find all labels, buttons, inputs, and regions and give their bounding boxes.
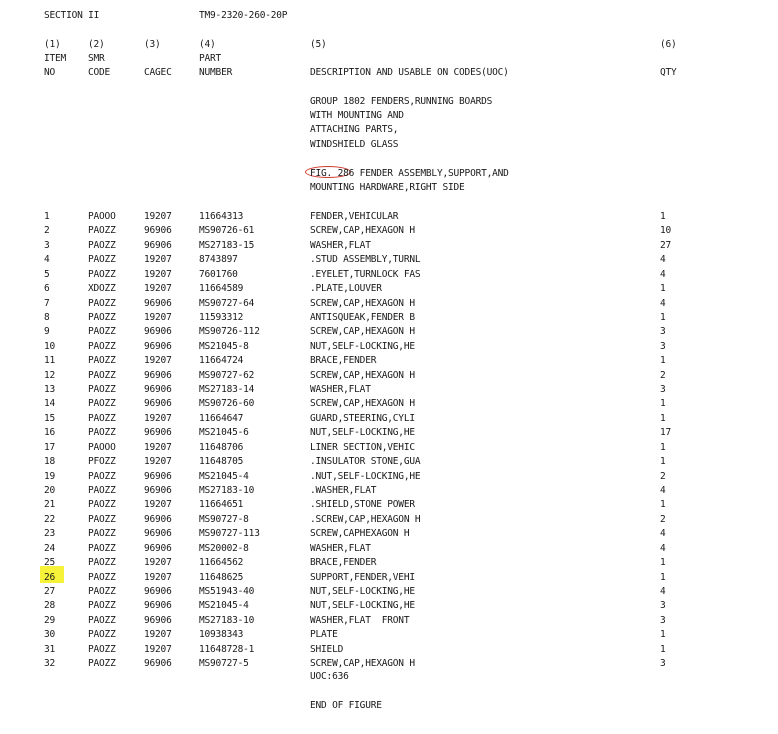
cell-smr-code: PAOZZ: [88, 572, 116, 583]
cell-smr-code: PAOOO: [88, 211, 116, 222]
cell-qty: 10: [660, 225, 672, 236]
cell-cagec: 96906: [144, 528, 172, 539]
cell-part-number: 11648705: [199, 456, 244, 467]
cell-qty: 3: [660, 600, 666, 611]
cell-qty: 2: [660, 471, 666, 482]
cell-part-number: MS90727-5: [199, 658, 249, 669]
cell-item-no: 29: [44, 615, 56, 626]
cell-qty: 4: [660, 543, 666, 554]
cell-description: .PLATE,LOUVER: [310, 283, 382, 294]
cell-qty: 17: [660, 427, 672, 438]
cell-qty: 1: [660, 283, 666, 294]
cell-item-no: 16: [44, 427, 56, 438]
cell-cagec: 96906: [144, 341, 172, 352]
cell-qty: 3: [660, 384, 666, 395]
cell-smr-code: PAOZZ: [88, 240, 116, 251]
cell-smr-code: PAOZZ: [88, 298, 116, 309]
cell-qty: 2: [660, 514, 666, 525]
cell-qty: 3: [660, 615, 666, 626]
cell-cagec: 96906: [144, 586, 172, 597]
cell-qty: 1: [660, 629, 666, 640]
cell-part-number: 11664724: [199, 355, 244, 366]
col-number-header: NUMBER: [199, 67, 233, 78]
cell-smr-code: PAOZZ: [88, 543, 116, 554]
group-line: WINDSHIELD GLASS: [310, 139, 399, 150]
cell-description: WASHER,FLAT: [310, 384, 371, 395]
cell-cagec: 96906: [144, 615, 172, 626]
cell-qty: 1: [660, 644, 666, 655]
cell-description: SUPPORT,FENDER,VEHI: [310, 572, 415, 583]
section-label: SECTION II: [44, 10, 100, 21]
cell-part-number: MS21045-4: [199, 471, 249, 482]
cell-item-no: 23: [44, 528, 56, 539]
cell-smr-code: PAOZZ: [88, 312, 116, 323]
cell-part-number: MS21045-6: [199, 427, 249, 438]
cell-part-number: 7601760: [199, 269, 238, 280]
col-smr-label: SMR: [88, 53, 105, 64]
cell-item-no: 20: [44, 485, 56, 496]
cell-qty: 4: [660, 586, 666, 597]
cell-part-number: MS51943-40: [199, 586, 255, 597]
cell-part-number: 11593312: [199, 312, 244, 323]
cell-cagec: 19207: [144, 557, 172, 568]
cell-cagec: 19207: [144, 413, 172, 424]
cell-part-number: MS90726-112: [199, 326, 260, 337]
cell-smr-code: PAOZZ: [88, 370, 116, 381]
cell-smr-code: PAOZZ: [88, 355, 116, 366]
cell-item-no: 4: [44, 254, 50, 265]
cell-smr-code: PAOZZ: [88, 644, 116, 655]
cell-item-no: 25: [44, 557, 56, 568]
cell-qty: 1: [660, 211, 666, 222]
cell-description: NUT,SELF-LOCKING,HE: [310, 427, 415, 438]
cell-part-number: 10938343: [199, 629, 244, 640]
cell-smr-code: PAOZZ: [88, 629, 116, 640]
cell-smr-code: PAOZZ: [88, 384, 116, 395]
cell-description: SCREW,CAP,HEXAGON H: [310, 326, 415, 337]
cell-part-number: MS90727-62: [199, 370, 255, 381]
cell-qty: 1: [660, 557, 666, 568]
cell-smr-code: PAOZZ: [88, 254, 116, 265]
cell-description: BRACE,FENDER: [310, 557, 377, 568]
cell-description: BRACE,FENDER: [310, 355, 377, 366]
cell-qty: 4: [660, 269, 666, 280]
cell-description: WASHER,FLAT FRONT: [310, 615, 410, 626]
cell-qty: 4: [660, 528, 666, 539]
cell-smr-code: PAOZZ: [88, 557, 116, 568]
cell-part-number: MS20002-8: [199, 543, 249, 554]
cell-smr-code: PAOZZ: [88, 427, 116, 438]
cell-cagec: 19207: [144, 283, 172, 294]
group-line: GROUP 1802 FENDERS,RUNNING BOARDS: [310, 96, 493, 107]
cell-description: .INSULATOR STONE,GUA: [310, 456, 421, 467]
cell-cagec: 96906: [144, 384, 172, 395]
cell-cagec: 96906: [144, 225, 172, 236]
cell-part-number: MS27183-10: [199, 485, 255, 496]
col-num-6: (6): [660, 39, 677, 50]
cell-part-number: MS90726-61: [199, 225, 255, 236]
cell-item-no: 24: [44, 543, 56, 554]
cell-item-no: 9: [44, 326, 50, 337]
cell-smr-code: PAOZZ: [88, 326, 116, 337]
cell-description: .EYELET,TURNLOCK FAS: [310, 269, 421, 280]
cell-description: .STUD ASSEMBLY,TURNL: [310, 254, 421, 265]
cell-description: WASHER,FLAT: [310, 543, 371, 554]
cell-smr-code: PAOZZ: [88, 600, 116, 611]
cell-description: .WASHER,FLAT: [310, 485, 377, 496]
cell-qty: 1: [660, 413, 666, 424]
col-item-label: ITEM: [44, 53, 67, 64]
cell-smr-code: PAOZZ: [88, 528, 116, 539]
col-description-header: DESCRIPTION AND USABLE ON CODES(UOC): [310, 67, 509, 78]
cell-item-no: 32: [44, 658, 56, 669]
cell-part-number: MS90727-64: [199, 298, 255, 309]
cell-description: PLATE: [310, 629, 338, 640]
cell-smr-code: PAOZZ: [88, 499, 116, 510]
cell-cagec: 19207: [144, 499, 172, 510]
cell-description: SCREW,CAP,HEXAGON H: [310, 298, 415, 309]
cell-item-no: 22: [44, 514, 56, 525]
cell-description: SHIELD: [310, 644, 344, 655]
cell-qty: 3: [660, 341, 666, 352]
cell-item-no: 21: [44, 499, 56, 510]
cell-part-number: MS90727-113: [199, 528, 260, 539]
col-no-header: NO: [44, 67, 56, 78]
cell-qty: 1: [660, 456, 666, 467]
cell-item-no: 17: [44, 442, 56, 453]
cell-description: ANTISQUEAK,FENDER B: [310, 312, 415, 323]
cell-description: NUT,SELF-LOCKING,HE: [310, 341, 415, 352]
cell-qty: 1: [660, 442, 666, 453]
cell-smr-code: PAOZZ: [88, 586, 116, 597]
cell-item-no: 8: [44, 312, 50, 323]
cell-qty: 1: [660, 499, 666, 510]
cell-item-no: 6: [44, 283, 50, 294]
cell-cagec: 96906: [144, 427, 172, 438]
cell-description: .NUT,SELF-LOCKING,HE: [310, 471, 421, 482]
cell-part-number: 11648706: [199, 442, 244, 453]
cell-description: SCREW,CAP,HEXAGON H: [310, 398, 415, 409]
cell-item-no: 2: [44, 225, 50, 236]
cell-item-no: 10: [44, 341, 56, 352]
uoc-code: UOC:636: [310, 671, 349, 682]
cell-cagec: 19207: [144, 644, 172, 655]
cell-cagec: 96906: [144, 326, 172, 337]
cell-description: SCREW,CAPHEXAGON H: [310, 528, 410, 539]
cell-part-number: 8743897: [199, 254, 238, 265]
cell-description: SCREW,CAP,HEXAGON H: [310, 370, 415, 381]
cell-description: GUARD,STEERING,CYLI: [310, 413, 415, 424]
cell-item-no: 11: [44, 355, 56, 366]
col-part-label: PART: [199, 53, 222, 64]
cell-cagec: 96906: [144, 240, 172, 251]
cell-description: .SCREW,CAP,HEXAGON H: [310, 514, 421, 525]
cell-part-number: 11664647: [199, 413, 244, 424]
cell-cagec: 96906: [144, 298, 172, 309]
col-cagec-header: CAGEC: [144, 67, 172, 78]
cell-item-no: 30: [44, 629, 56, 640]
cell-smr-code: PAOZZ: [88, 658, 116, 669]
cell-item-no: 1: [44, 211, 50, 222]
cell-smr-code: PAOZZ: [88, 485, 116, 496]
col-num-2: (2): [88, 39, 105, 50]
cell-cagec: 96906: [144, 543, 172, 554]
cell-cagec: 96906: [144, 600, 172, 611]
group-line: ATTACHING PARTS,: [310, 124, 399, 135]
cell-description: WASHER,FLAT: [310, 240, 371, 251]
cell-part-number: 11648728-1: [199, 644, 255, 655]
cell-qty: 2: [660, 370, 666, 381]
cell-item-no: 26: [44, 572, 56, 583]
cell-qty: 4: [660, 485, 666, 496]
cell-smr-code: XDOZZ: [88, 283, 116, 294]
cell-part-number: MS27183-14: [199, 384, 255, 395]
cell-part-number: 11664313: [199, 211, 244, 222]
col-num-3: (3): [144, 39, 161, 50]
cell-cagec: 19207: [144, 442, 172, 453]
cell-item-no: 12: [44, 370, 56, 381]
cell-part-number: 11648625: [199, 572, 244, 583]
col-qty-header: QTY: [660, 67, 677, 78]
cell-qty: 27: [660, 240, 672, 251]
cell-item-no: 19: [44, 471, 56, 482]
cell-item-no: 3: [44, 240, 50, 251]
cell-part-number: MS21045-4: [199, 600, 249, 611]
cell-item-no: 28: [44, 600, 56, 611]
cell-qty: 4: [660, 298, 666, 309]
cell-description: .SHIELD,STONE POWER: [310, 499, 415, 510]
cell-item-no: 14: [44, 398, 56, 409]
cell-smr-code: PAOOO: [88, 442, 116, 453]
cell-item-no: 7: [44, 298, 50, 309]
col-num-4: (4): [199, 39, 216, 50]
cell-qty: 3: [660, 658, 666, 669]
cell-item-no: 5: [44, 269, 50, 280]
cell-smr-code: PAOZZ: [88, 514, 116, 525]
cell-cagec: 19207: [144, 456, 172, 467]
end-of-figure: END OF FIGURE: [310, 700, 382, 711]
cell-description: SCREW,CAP,HEXAGON H: [310, 225, 415, 236]
cell-part-number: MS27183-10: [199, 615, 255, 626]
cell-cagec: 96906: [144, 485, 172, 496]
cell-description: NUT,SELF-LOCKING,HE: [310, 586, 415, 597]
cell-part-number: 11664589: [199, 283, 244, 294]
cell-cagec: 19207: [144, 211, 172, 222]
cell-smr-code: PAOZZ: [88, 341, 116, 352]
group-line: WITH MOUNTING AND: [310, 110, 404, 121]
cell-cagec: 19207: [144, 355, 172, 366]
col-num-1: (1): [44, 39, 61, 50]
tm-number: TM9-2320-260-20P: [199, 10, 288, 21]
cell-description: FENDER,VEHICULAR: [310, 211, 399, 222]
cell-cagec: 19207: [144, 572, 172, 583]
cell-item-no: 13: [44, 384, 56, 395]
figure-line: FIG. 286 FENDER ASSEMBLY,SUPPORT,AND: [310, 168, 509, 179]
cell-description: NUT,SELF-LOCKING,HE: [310, 600, 415, 611]
cell-cagec: 96906: [144, 370, 172, 381]
cell-smr-code: PAOZZ: [88, 225, 116, 236]
cell-part-number: MS21045-8: [199, 341, 249, 352]
cell-item-no: 18: [44, 456, 56, 467]
figure-line: MOUNTING HARDWARE,RIGHT SIDE: [310, 182, 465, 193]
cell-qty: 1: [660, 355, 666, 366]
cell-smr-code: PAOZZ: [88, 615, 116, 626]
cell-cagec: 19207: [144, 629, 172, 640]
cell-cagec: 96906: [144, 658, 172, 669]
cell-part-number: 11664562: [199, 557, 244, 568]
cell-cagec: 96906: [144, 398, 172, 409]
cell-cagec: 96906: [144, 471, 172, 482]
cell-part-number: MS90726-60: [199, 398, 255, 409]
cell-cagec: 19207: [144, 269, 172, 280]
cell-cagec: 96906: [144, 514, 172, 525]
cell-qty: 3: [660, 326, 666, 337]
cell-description: LINER SECTION,VEHIC: [310, 442, 415, 453]
cell-part-number: MS27183-15: [199, 240, 255, 251]
cell-smr-code: PAOZZ: [88, 269, 116, 280]
col-code-header: CODE: [88, 67, 111, 78]
cell-item-no: 27: [44, 586, 56, 597]
cell-smr-code: PAOZZ: [88, 413, 116, 424]
cell-qty: 1: [660, 572, 666, 583]
cell-item-no: 15: [44, 413, 56, 424]
cell-cagec: 19207: [144, 254, 172, 265]
cell-item-no: 31: [44, 644, 56, 655]
cell-description: SCREW,CAP,HEXAGON H: [310, 658, 415, 669]
cell-qty: 4: [660, 254, 666, 265]
cell-qty: 1: [660, 312, 666, 323]
cell-part-number: MS90727-8: [199, 514, 249, 525]
cell-part-number: 11664651: [199, 499, 244, 510]
cell-smr-code: PFOZZ: [88, 456, 116, 467]
col-num-5: (5): [310, 39, 327, 50]
cell-smr-code: PAOZZ: [88, 471, 116, 482]
cell-qty: 1: [660, 398, 666, 409]
cell-smr-code: PAOZZ: [88, 398, 116, 409]
cell-cagec: 19207: [144, 312, 172, 323]
